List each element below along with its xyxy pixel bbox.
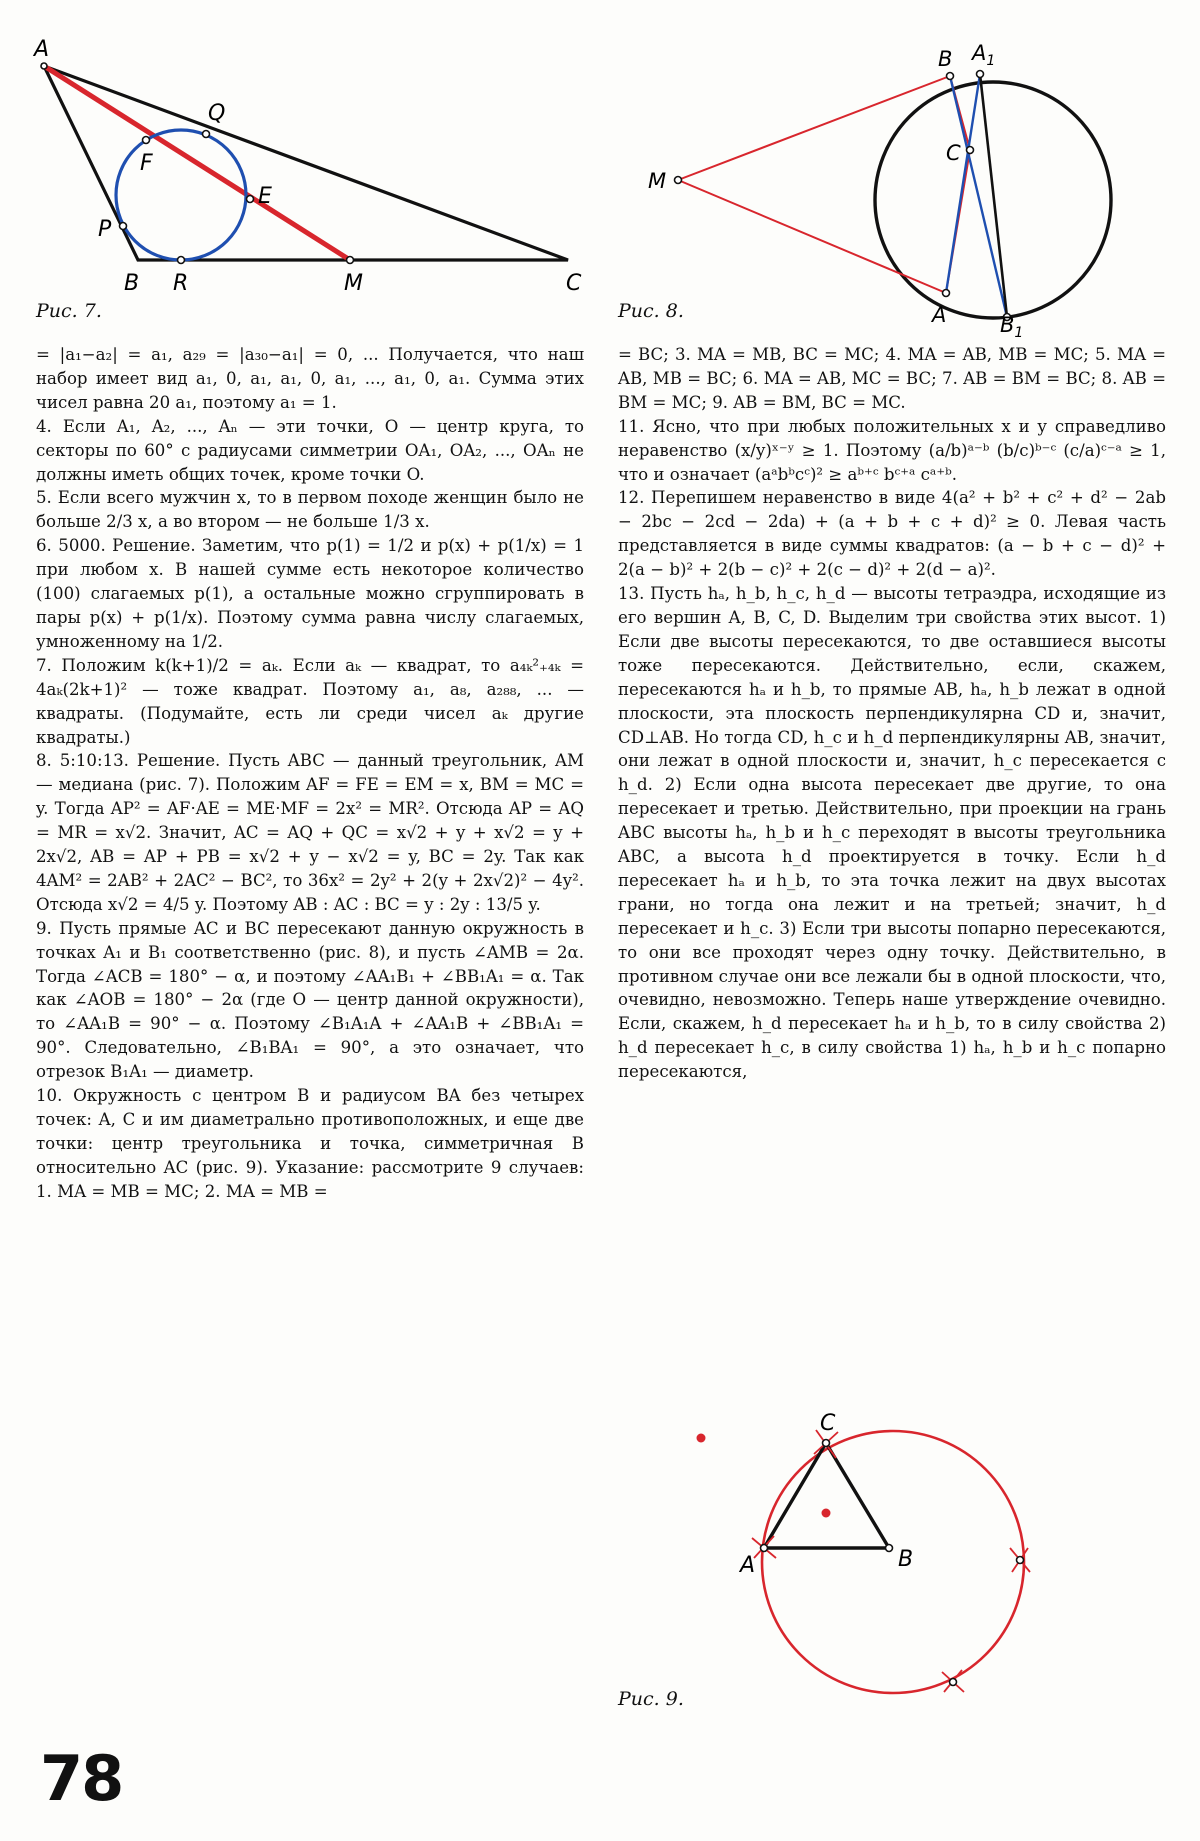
paragraph: 6. 5000. Решение. Заметим, что p(1) = 1/2 и p(x) + p(1/x) = 1 при любом x. В нашей сумме есть некоторое количество (100) слагаемых p(1), а остальные можно сгруппировать в пары p(x) + p(1/x). Поэтому сумма равна числу слагаемых, умноженному на 1/2.	[36, 536, 584, 651]
label-a1: $A_1$	[972, 41, 996, 69]
paragraph: 8. 5:10:13. Решение. Пусть ABC — данный треугольник, AM — медиана (рис. 7). Положим AF = FE = EM = x, BM = MC = y. Тогда AP² = AF·AE = ME·MF = 2x² = MR². Отсюда AP = AQ = MR = x√2. Значит, AC = AQ + QC = x√2 + y + x√2 = y + 2x√2, AB = AP + PB = x√2 + y − x√2 = y, BC = 2y. Так как 4AM² = 2AB² + 2AC² − BC², то 36x² = 2y² + 2(y + 2x√2)² − 4y². Отсюда x√2 = 4/5 y. Поэтому AB : AC : BC = y : 2y : 13/5 y.	[36, 751, 584, 914]
label-q: Q	[208, 101, 226, 126]
label-b: B	[124, 271, 140, 296]
paragraph: 10. Окружность с центром B и радиусом BA без четырех точек: A, C и им диаметрально противоположных, и еще две точки: центр треугольника и точка, симметричная B относительно AC (рис. 9). Указание: рассмотрите 9 случаев: 1. MA = MB = MC; 2. MA = MB =	[36, 1086, 584, 1201]
paragraph: 7. Положим k(k+1)/2 = aₖ. Если aₖ — квадрат, то a₄ₖ²₊₄ₖ = 4aₖ(2k+1)² — тоже квадрат. Поэтому a₁, a₈, a₂₈₈, ... — квадраты. (Подумайте, есть ли среди чисел aₖ другие квадраты.)	[36, 655, 584, 747]
paragraph: 5. Если всего мужчин x, то в первом походе женщин было не больше 2/3 x, а во втором — не больше 1/3 x.	[36, 488, 584, 532]
label-b1: $B_1$	[1000, 313, 1024, 340]
chord-bb1	[950, 76, 1007, 317]
caption-fig7: Рис. 7.	[36, 300, 102, 322]
label-a: A	[932, 303, 947, 327]
caption-fig9: Рис. 9.	[618, 1688, 684, 1710]
figure-9	[680, 1400, 1050, 1710]
figure-8	[640, 30, 1180, 340]
left-column	[36, 343, 584, 1204]
label-m: M	[648, 169, 667, 193]
symmetric-point	[697, 1434, 706, 1443]
label-c: C	[820, 1411, 836, 1436]
paragraph: 12. Перепишем неравенство в виде 4(a² + b² + c² + d² − 2ab − 2bc − 2cd − 2da) + (a + b + c + d)² ≥ 0. Левая часть представляется в виде суммы квадратов: (a − b + c − d)² + 2(a − b)² + 2(b − c)² + 2(c − d)² + 2(d − a)².	[618, 488, 1166, 580]
label-r: R	[173, 271, 189, 296]
caption-fig8: Рис. 8.	[618, 300, 684, 322]
paragraph: 11. Ясно, что при любых положительных x и y справедливо неравенство (x/y)ˣ⁻ʸ ≥ 1. Поэтому (a/b)ᵃ⁻ᵇ (b/c)ᵇ⁻ᶜ (c/a)ᶜ⁻ᵃ ≥ 1, что и означает (aᵃbᵇcᶜ)² ≥ aᵇ⁺ᶜ bᶜ⁺ᵃ cᵃ⁺ᵇ.	[618, 416, 1166, 484]
label-p: P	[98, 217, 112, 242]
incircle	[116, 130, 246, 260]
label-c: C	[946, 141, 961, 165]
page-number: 78	[40, 1742, 123, 1815]
paragraph: = |a₁−a₂| = a₁, a₂₉ = |a₃₀−a₁| = 0, ... Получается, что наш набор имеет вид a₁, 0, a₁, a₁, 0, a₁, ..., a₁, 0, a₁. Сумма этих чисел равна 20 a₁, поэтому a₁ = 1.	[36, 345, 584, 412]
figure-7	[28, 28, 588, 298]
triangle-abc-9	[764, 1443, 889, 1548]
label-a: A	[740, 1553, 756, 1578]
label-b: B	[938, 47, 953, 71]
label-c: C	[566, 271, 582, 296]
paragraph: 9. Пусть прямые AC и BC пересекают данную окружность в точках A₁ и B₁ соответственно (рис. 8), и пусть ∠AMB = 2α. Тогда ∠ACB = 180° − α, и поэтому ∠AA₁B₁ + ∠BB₁A₁ = α. Так как ∠AOB = 180° − 2α (где O — центр данной окружности), то ∠AA₁B = 90° − α. Поэтому ∠B₁A₁A + ∠AA₁B + ∠BB₁A₁ = 90°. Следовательно, ∠B₁BA₁ = 90°, а это означает, что отрезок B₁A₁ — диаметр.	[36, 918, 584, 1082]
center-point	[822, 1509, 831, 1518]
circle-9	[762, 1431, 1024, 1693]
label-f: F	[140, 151, 153, 176]
paragraph: 13. Пусть hₐ, h_b, h_c, h_d — высоты тетраэдра, исходящие из его вершин A, B, C, D. Выделим три свойства этих высот. 1) Если две высоты пересекаются, то две оставшиеся высоты тоже пересекаются. Действительно, если, скажем, пересекаются hₐ и h_b, то прямые AB, hₐ, h_b лежат в одной плоскости, эта плоскость перпендикулярна CD и, значит, CD⊥AB. Но тогда CD, h_c и h_d перпендикулярны AB, значит, они лежат в одной плоскости и, значит, h_c пересекается с h_d. 2) Если одна высота пересекает две другие, то она пересекает и третью. Действительно, при проекции на грань ABC высоты hₐ, h_b и h_c переходят в высоты треугольника ABC, а высота h_d проектируется в точку. Если h_d пересекает hₐ и h_b, то эта точка лежит на двух высотах грани, но тогда она лежит и на третьей; значит, h_d пересекает и h_c. 3) Если три высоты попарно пересекаются, то они все проходят через одну точку. Действительно, в противном случае они все лежали бы в одной плоскости, что, очевидно, невозможно. Теперь наше утверждение очевидно. Если, скажем, h_d пересекает hₐ и h_b, то в силу свойства 2) h_d пересекает h_c, в силу свойства 1) hₐ, h_b и h_c попарно пересекаются,	[618, 584, 1166, 1082]
label-m: M	[344, 271, 363, 296]
paragraph: 4. Если A₁, A₂, ..., Aₙ — эти точки, O — центр круга, то секторы по 60° с радиусами симметрии OA₁, OA₂, ..., OAₙ не должны иметь общих точек, кроме точки O.	[36, 416, 584, 484]
label-a: A	[34, 37, 50, 62]
label-b: B	[898, 1547, 914, 1572]
tangent-mb	[678, 76, 950, 180]
paragraph: = BC; 3. MA = MB, BC = MC; 4. MA = AB, MB = MC; 5. MA = AB, MB = BC; 6. MA = AB, MC = BC; 7. AB = BM = BC; 8. AB = BM = MC; 9. AB = BM, BC = MC.	[618, 345, 1166, 412]
tangent-ma	[678, 180, 946, 293]
diameter-a1b1	[980, 74, 1007, 317]
label-e: E	[258, 184, 272, 209]
right-column	[618, 343, 1166, 1084]
